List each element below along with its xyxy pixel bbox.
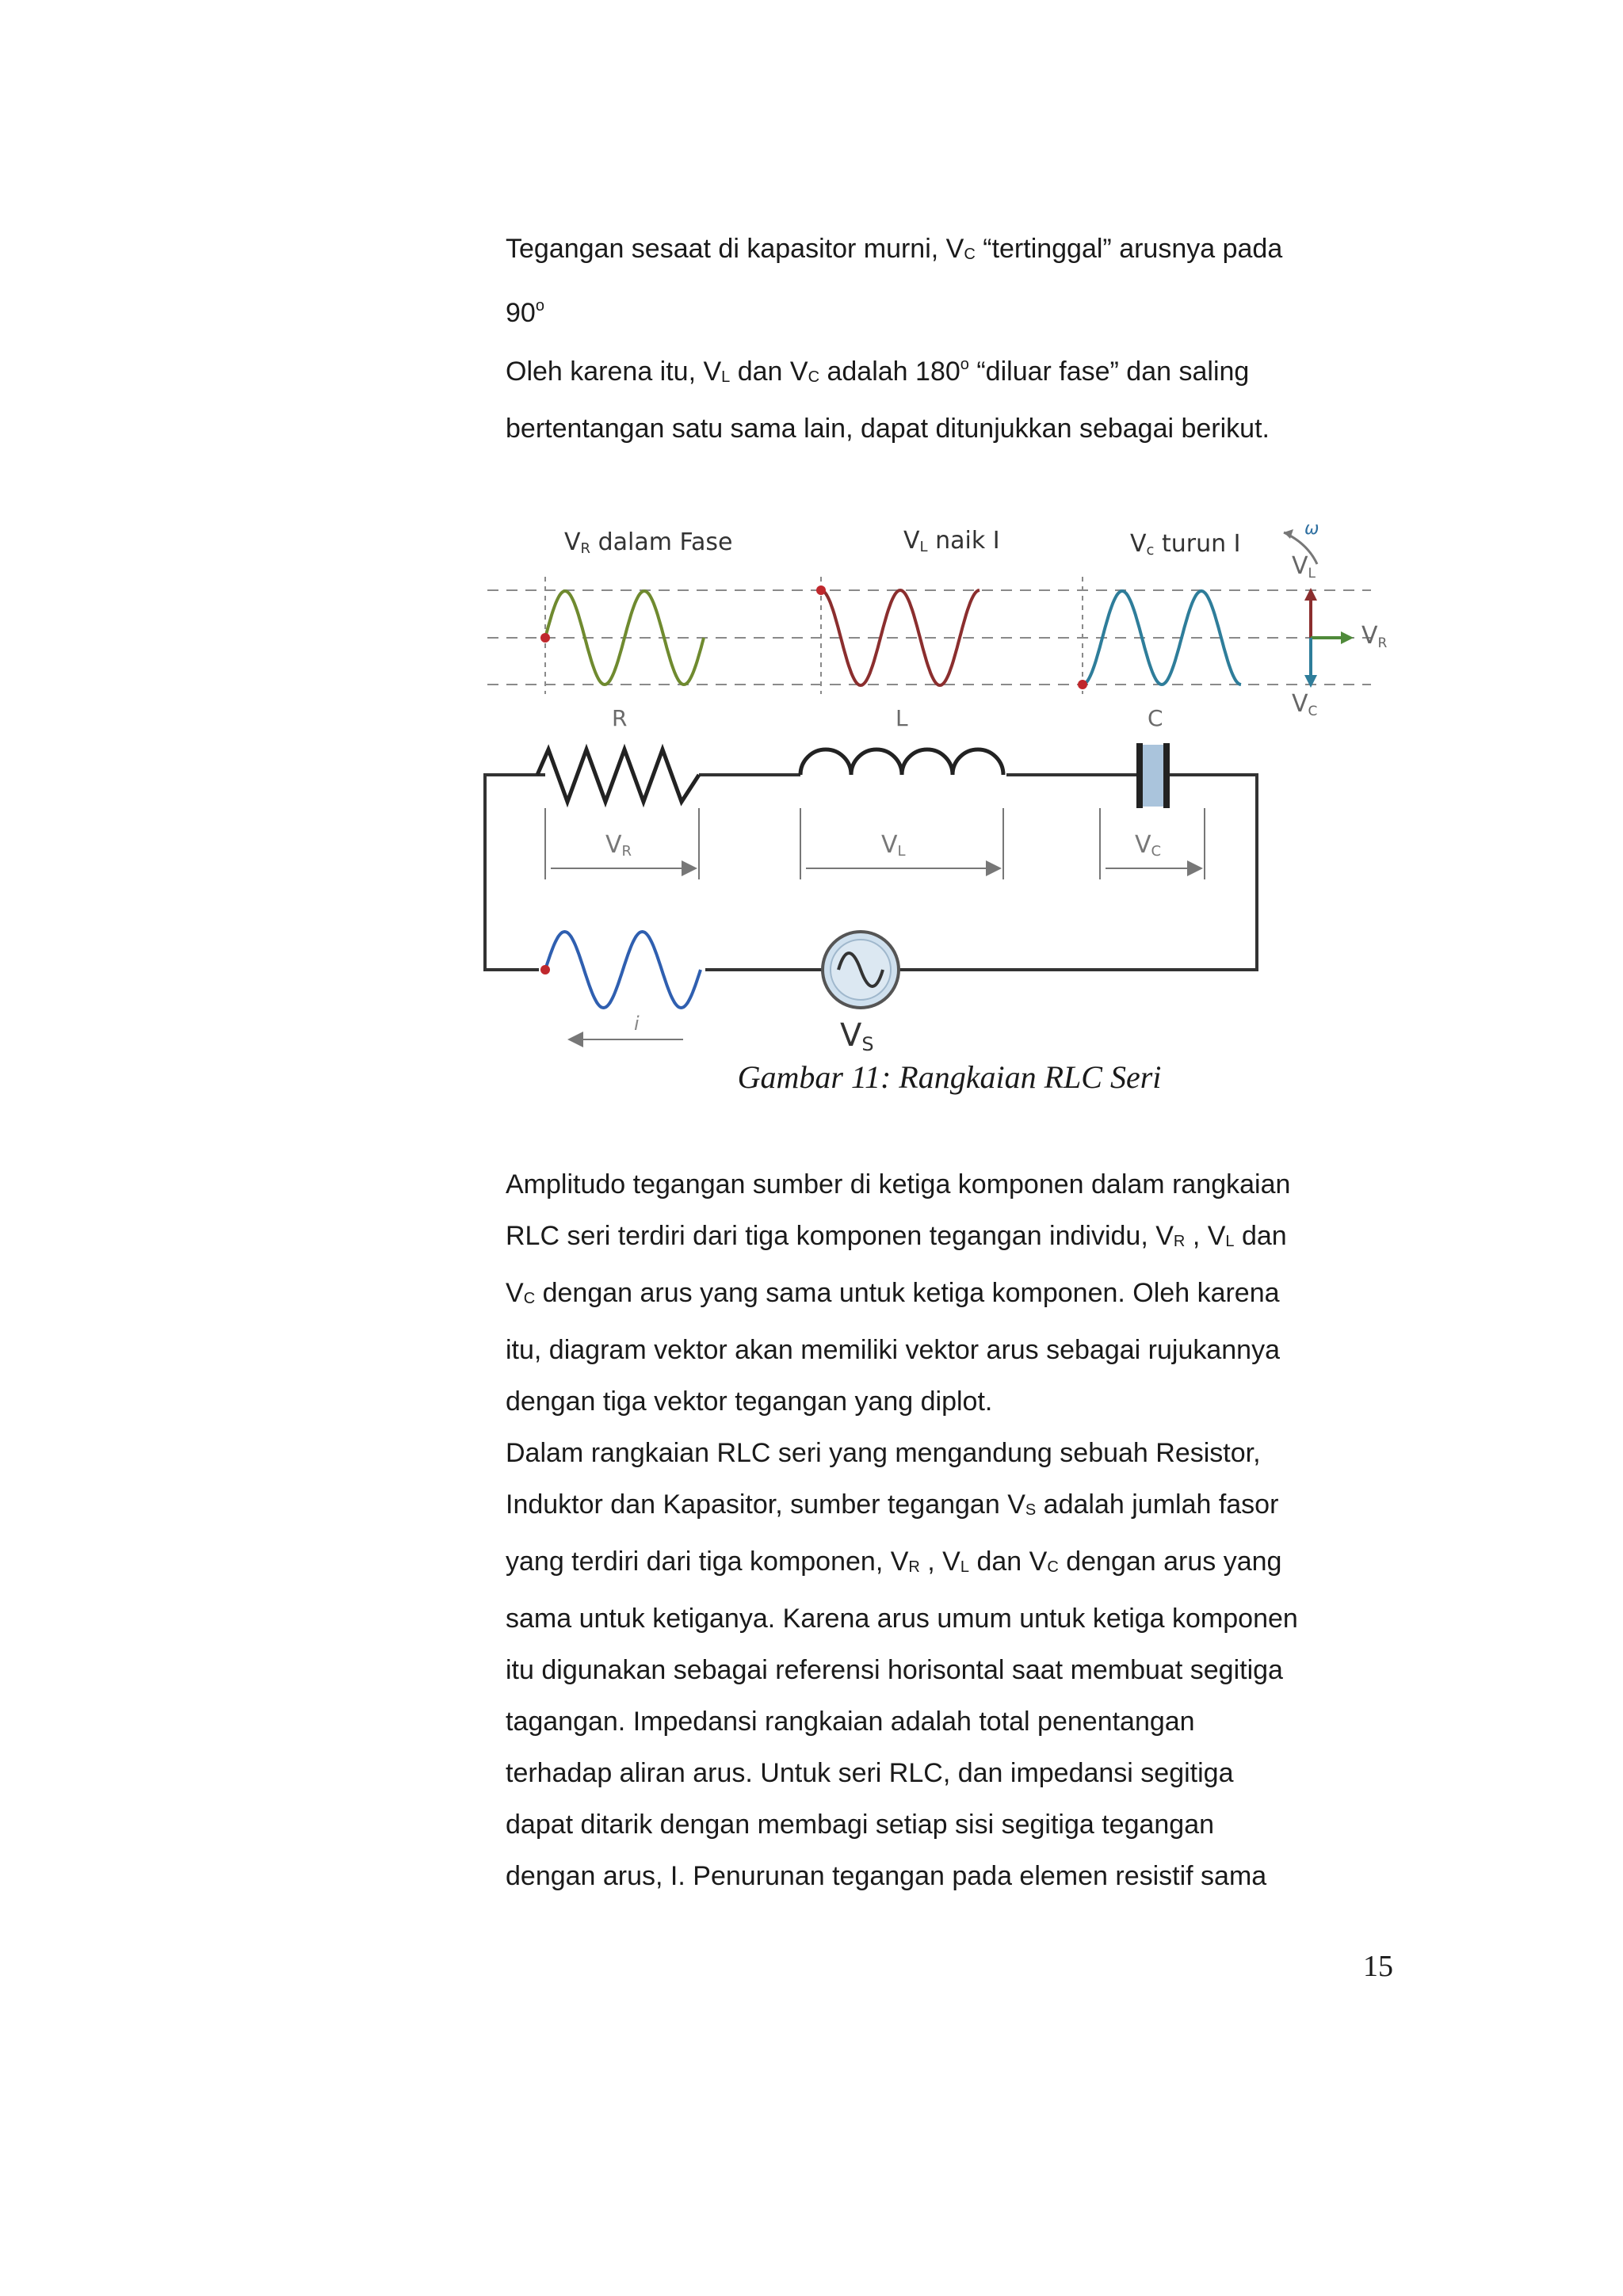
voltage-drop-markers <box>545 808 1205 879</box>
label-r: R <box>612 705 628 731</box>
text-line: itu digunakan sebagai referensi horisontal saat membuat segitiga <box>506 1655 1283 1685</box>
page-number: 15 <box>1363 1950 1393 1983</box>
text-line: terhadap aliran arus. Untuk seri RLC, dan impedansi segitiga <box>506 1758 1234 1788</box>
ac-source-symbol <box>823 932 899 1008</box>
label-c: C <box>1148 705 1163 731</box>
phasor-diagram <box>1284 519 1388 719</box>
text-line: sama untuk ketiganya. Karena arus umum untuk ketiga komponen <box>506 1604 1298 1634</box>
rlc-circuit-figure <box>475 507 1411 1062</box>
text-line: dengan arus, I. Penurunan tegangan pada elemen resistif sama <box>506 1861 1267 1891</box>
resistor-symbol <box>537 749 699 802</box>
drop-vc-label: VC <box>1135 831 1162 860</box>
capacitor-symbol <box>1136 743 1170 808</box>
text-line: 90$^o$ <box>506 297 544 328</box>
title-vc: Vc turun I <box>1130 530 1241 559</box>
current-label: i <box>634 1013 640 1035</box>
text-line: VC dengan arus yang sama untuk ketiga komponen. Oleh karena <box>506 1278 1280 1308</box>
phasor-vr-label: VR <box>1361 622 1388 651</box>
vl-start-dot <box>816 585 826 595</box>
figure-caption: Gambar 11: Rangkaian RLC Seri <box>737 1059 1162 1095</box>
source-label: VS <box>840 1017 874 1055</box>
drop-vr-label: VR <box>605 831 632 860</box>
label-l: L <box>896 705 908 731</box>
drop-vl-label: VL <box>881 831 906 860</box>
text-line: Dalam rangkaian RLC seri yang mengandung sebuah Resistor, <box>506 1438 1261 1468</box>
vr-start-dot <box>540 633 550 643</box>
text-line: Oleh karena itu, VL dan VC adalah 180$^o$ “diluar fase” dan saling <box>506 356 1250 387</box>
text-line: Induktor dan Kapasitor, sumber tegangan VS adalah jumlah fasor <box>506 1489 1279 1520</box>
phasor-vr-head <box>1341 631 1354 644</box>
text-line: dapat ditarik dengan membagi setiap sisi segitiga tegangan <box>506 1810 1215 1840</box>
text-line: itu, diagram vektor akan memiliki vektor arus sebagai rujukannya <box>506 1335 1281 1365</box>
paragraph-bottom <box>506 1159 1393 1902</box>
title-vl: VL naik I <box>903 527 1000 555</box>
vc-start-dot <box>1078 680 1087 689</box>
phasor-vc-label: VC <box>1292 690 1318 719</box>
inductor-symbol <box>800 749 1003 775</box>
phasor-vc-head <box>1304 675 1317 688</box>
text-line: tagangan. Impedansi rangkaian adalah total penentangan <box>506 1707 1195 1737</box>
text-line: bertentangan satu sama lain, dapat ditunjukkan sebagai berikut. <box>506 414 1270 444</box>
current-start-dot <box>540 965 550 974</box>
text-line: Amplitudo tegangan sumber di ketiga komponen dalam rangkaian <box>506 1169 1291 1199</box>
paragraph-top <box>506 223 1393 455</box>
text-line: Tegangan sesaat di kapasitor murni, VC “tertinggal” arusnya pada <box>506 234 1283 264</box>
title-vr: VR dalam Fase <box>564 528 733 557</box>
phasor-vl-label: VL <box>1292 552 1316 582</box>
text-line: yang terdiri dari tiga komponen, VR , VL dan VC dengan arus yang <box>506 1547 1282 1577</box>
omega-label: ω <box>1304 519 1319 539</box>
text-line: dengan tiga vektor tegangan yang diplot. <box>506 1386 993 1417</box>
vl-wave <box>821 590 980 685</box>
text-line: RLC seri terdiri dari tiga komponen tegangan individu, VR , VL dan <box>506 1221 1287 1251</box>
